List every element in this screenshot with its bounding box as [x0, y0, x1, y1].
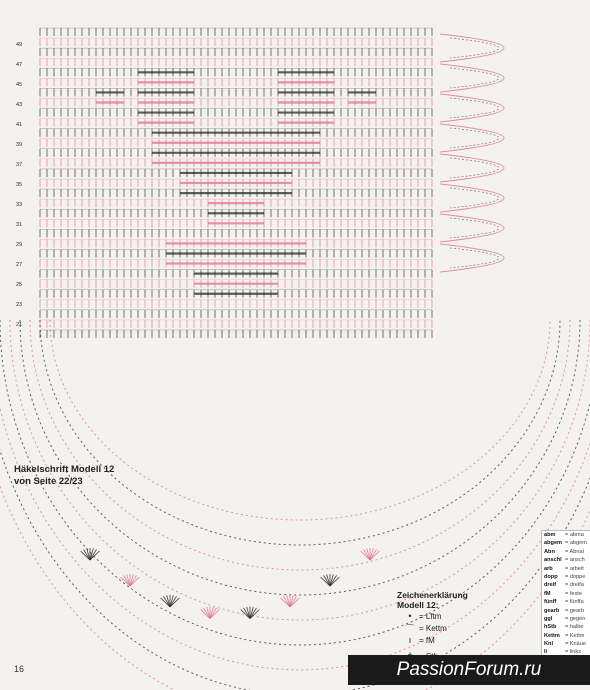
row-number: 47	[16, 62, 23, 68]
round-arc	[20, 320, 580, 595]
legend-title-1: Zeichenerklärung	[397, 590, 468, 600]
abbreviation-key: gearb	[544, 607, 560, 614]
abbreviation-key: ggl	[544, 615, 553, 622]
abbreviation-value: = links	[565, 649, 582, 656]
round-arc	[30, 320, 570, 570]
legend-item	[403, 610, 493, 622]
edge-scallop	[440, 124, 504, 152]
legend-label: = fM	[419, 635, 435, 645]
watermark-banner: PassionForum.ru	[348, 655, 590, 685]
abbreviation-value: = arbeit	[565, 565, 584, 572]
row-number: 25	[16, 282, 23, 288]
row-number: 37	[16, 162, 23, 168]
abbreviation-row	[542, 581, 590, 589]
legend-label: = Lftm	[419, 611, 442, 621]
edge-scallop	[440, 184, 504, 212]
abbreviation-value: = abgem	[565, 540, 587, 547]
row-number: 49	[16, 42, 23, 48]
abbreviation-value: = halbe	[565, 624, 584, 631]
abbreviation-row	[542, 632, 590, 640]
legend-item	[403, 622, 493, 634]
abbreviation-key: dreif	[544, 582, 557, 589]
abbreviation-value: = Abnal	[565, 548, 584, 555]
abbreviation-row	[542, 531, 590, 539]
abbreviation-value: = ansch	[565, 557, 585, 564]
round-arc	[0, 320, 590, 670]
abbreviation-value: = gegen	[565, 615, 586, 622]
row-number: 29	[16, 242, 23, 248]
abbreviation-key: hStb	[544, 624, 557, 631]
chart-caption	[14, 464, 114, 488]
edge-scallop	[440, 244, 504, 272]
edge-scallop-inner	[450, 128, 499, 148]
arc-icon: ⌒	[405, 623, 415, 634]
edge-scallop-inner	[450, 68, 499, 88]
legend-item	[403, 634, 493, 646]
abbreviation-value: = feste	[565, 590, 582, 597]
legend-title-2: Modell 12:	[397, 600, 439, 610]
row-number: 43	[16, 102, 23, 108]
abbreviation-value: = Kettm	[565, 632, 585, 639]
abbreviation-key: abgem	[544, 540, 563, 547]
abbreviation-value: = Knäue	[565, 641, 586, 648]
abbreviation-key: Abn	[544, 548, 555, 555]
round-arc	[40, 320, 560, 545]
abbreviation-key: Knl	[544, 641, 554, 648]
round-arc	[0, 320, 590, 690]
abbreviation-row	[542, 556, 590, 564]
abbreviation-row	[542, 615, 590, 623]
row-number: 39	[16, 142, 23, 148]
abbreviation-key: anschl	[544, 557, 562, 564]
edge-scallop-inner	[450, 218, 499, 238]
edge-scallop-inner	[450, 158, 499, 178]
abbreviation-key: Kettm	[544, 632, 560, 639]
abbreviation-row	[542, 598, 590, 606]
bar-icon: ı	[408, 635, 412, 645]
abbreviation-row	[542, 573, 590, 581]
abbreviation-row	[542, 565, 590, 573]
round-arc	[50, 320, 550, 520]
abbreviation-row	[542, 623, 590, 631]
abbreviation-value: = gearb	[565, 607, 585, 614]
row-number: 21	[16, 322, 23, 328]
page-number: 16	[14, 664, 25, 674]
abbreviation-row	[542, 640, 590, 648]
row-number: 27	[16, 262, 23, 268]
legend-label: = Kettm	[419, 623, 447, 633]
abbreviation-key: fM	[544, 590, 551, 597]
dot-icon: •	[408, 611, 412, 621]
row-number: 35	[16, 182, 23, 188]
symbol-legend	[397, 590, 493, 662]
abbreviation-key: fünff	[544, 599, 557, 606]
caption-line-2: von Seite 22/23	[14, 476, 83, 487]
abbreviation-row	[542, 539, 590, 547]
abbreviation-row	[542, 607, 590, 615]
abbreviation-value: = dreifa	[565, 582, 584, 589]
edge-scallop	[440, 94, 504, 122]
abbreviation-value: = fünffa	[565, 599, 584, 606]
abbreviation-key: dopp	[544, 573, 558, 580]
abbreviation-key: abm	[544, 532, 556, 538]
row-number: 41	[16, 122, 23, 128]
edge-scallop	[440, 154, 504, 182]
edge-scallop-inner	[450, 188, 499, 208]
abbreviation-panel	[541, 530, 590, 659]
edge-scallop	[440, 64, 504, 92]
edge-scallop	[440, 214, 504, 242]
edge-scallop-inner	[450, 248, 499, 268]
row-number: 23	[16, 302, 23, 308]
edge-scallop-inner	[450, 38, 499, 58]
row-number: 31	[16, 222, 23, 228]
abbreviation-key: li	[544, 649, 548, 656]
abbreviation-value: = abma	[565, 532, 584, 538]
round-arc	[0, 320, 590, 690]
row-number: 33	[16, 202, 23, 208]
edge-scallop	[440, 34, 504, 62]
edge-scallop-inner	[450, 98, 499, 118]
row-number: 45	[16, 82, 23, 88]
abbreviation-row	[542, 590, 590, 598]
caption-line-1: Häkelschrift Modell 12	[14, 464, 115, 475]
abbreviation-key: arb	[544, 565, 553, 572]
abbreviation-value: = doppe	[565, 573, 586, 580]
abbreviation-row	[542, 548, 590, 556]
